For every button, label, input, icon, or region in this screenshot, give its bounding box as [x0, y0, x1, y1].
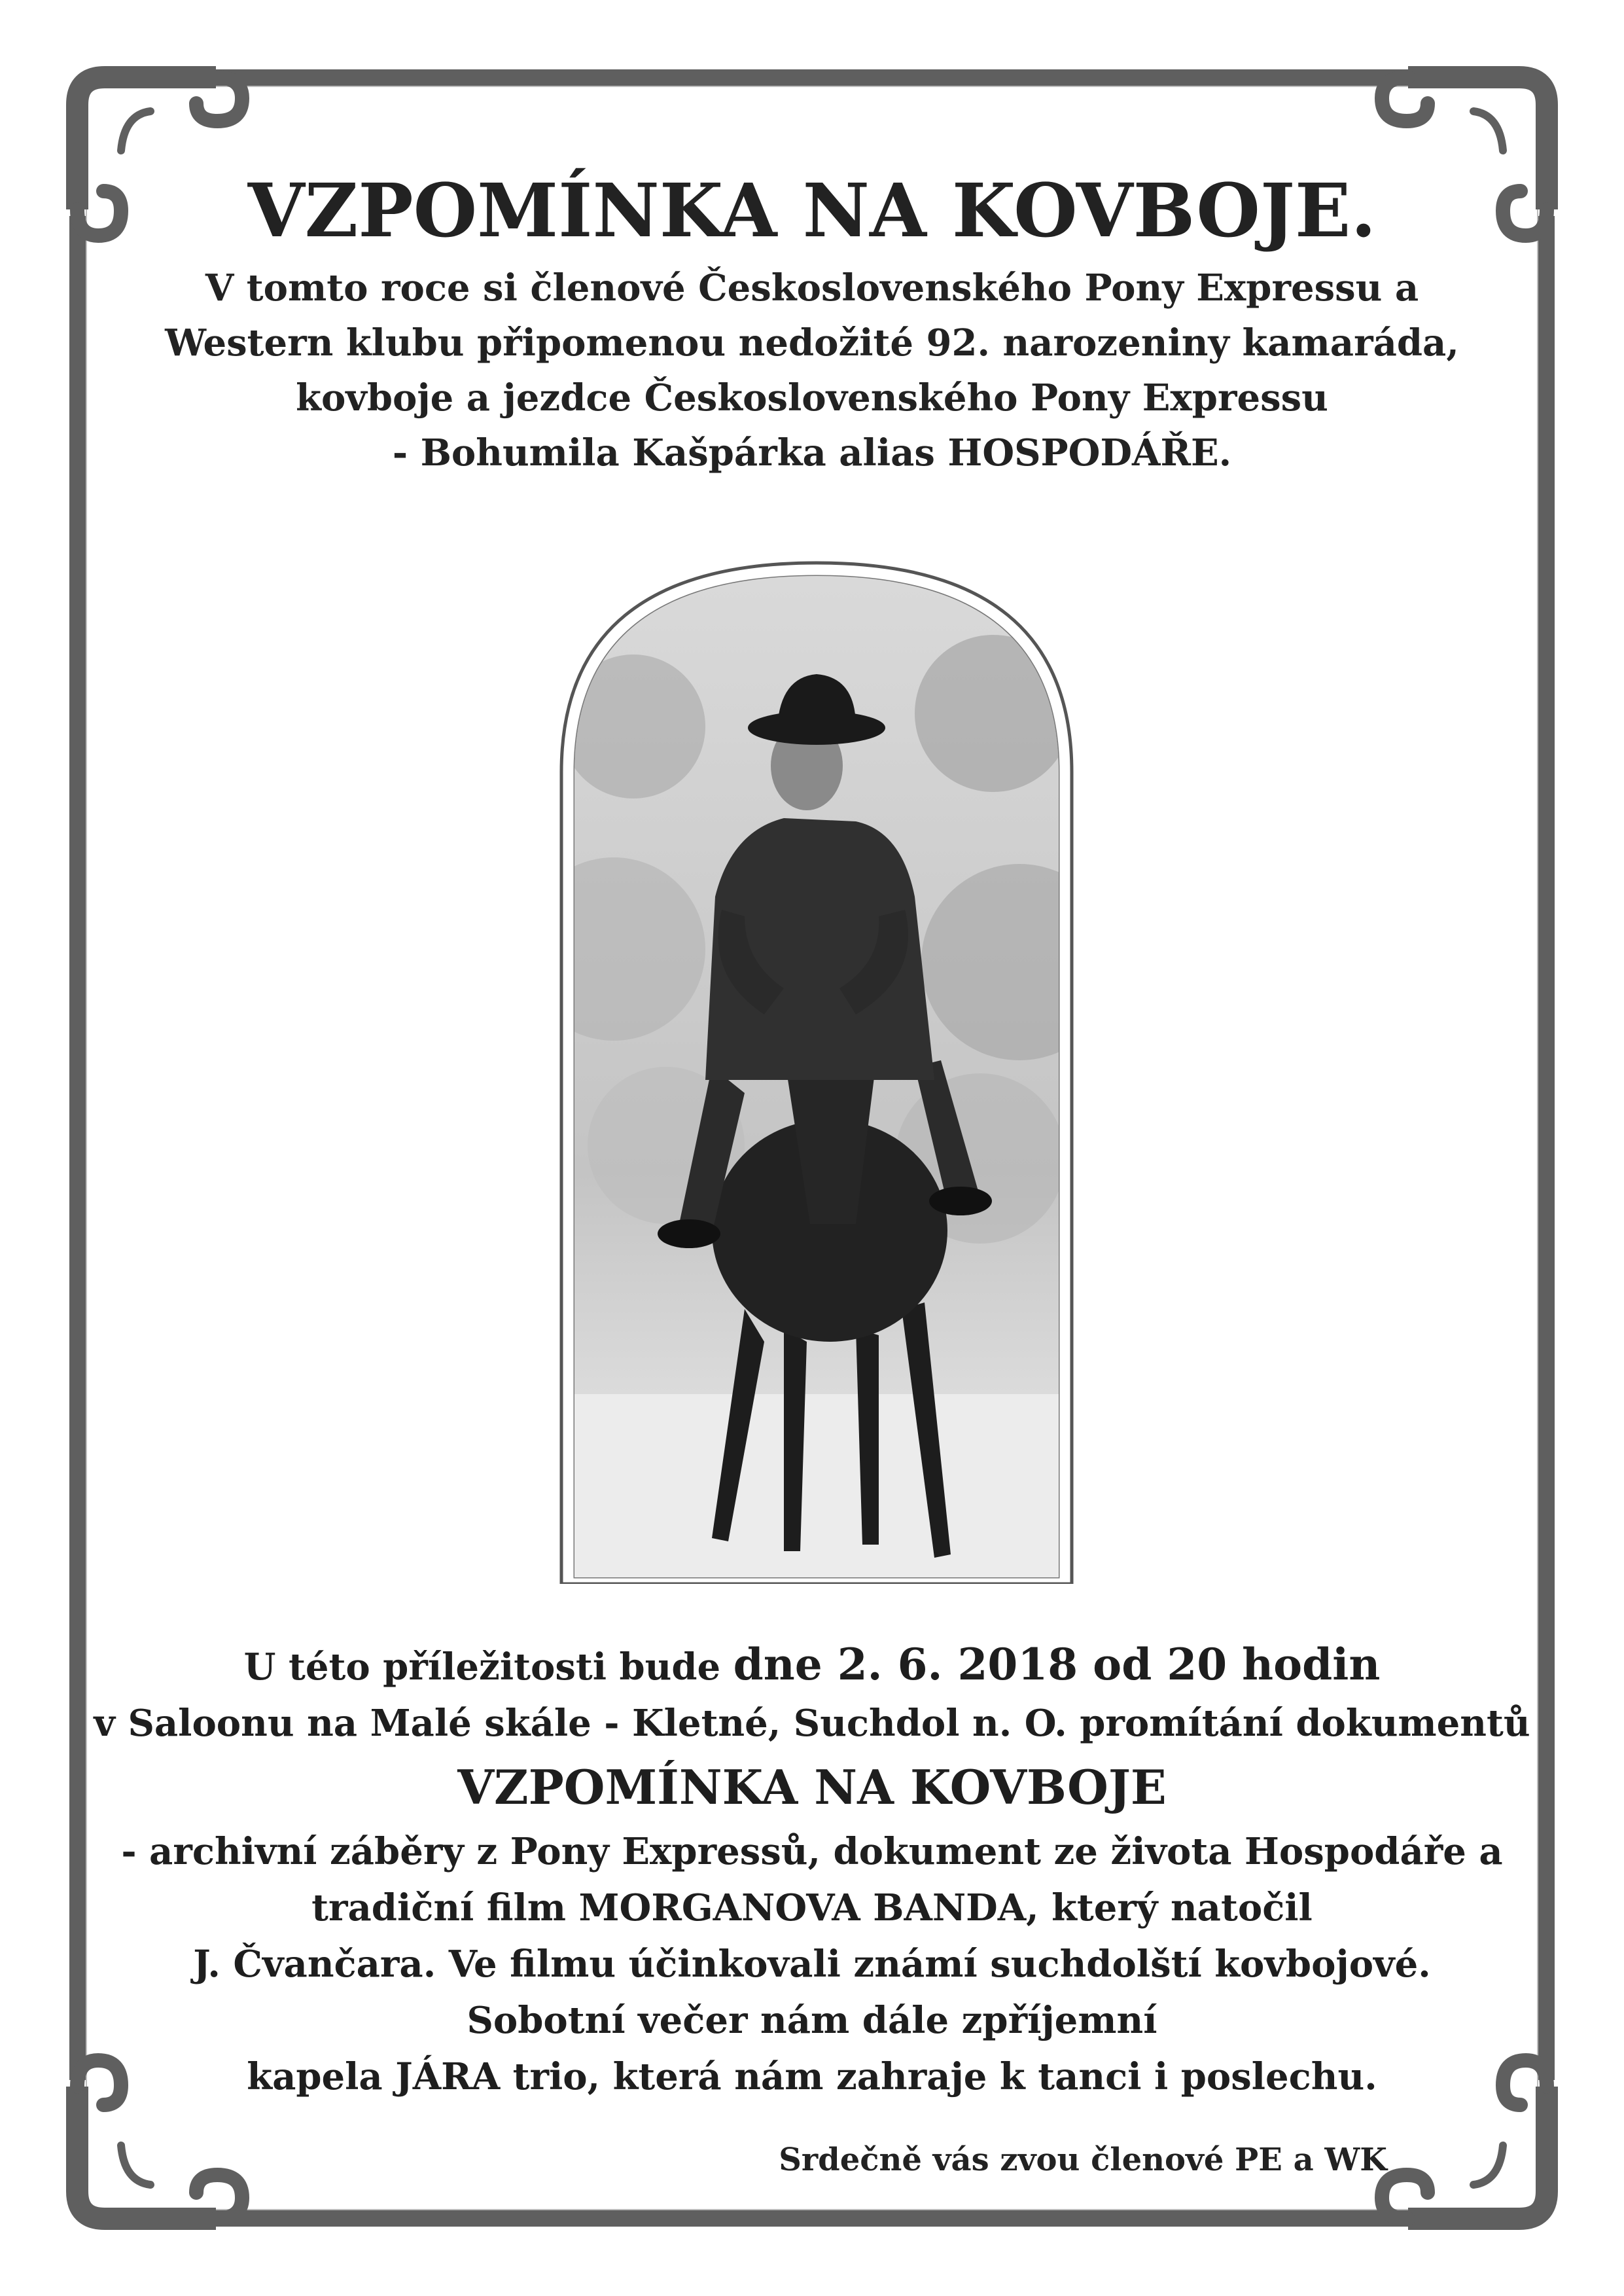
- intro-line: Western klubu připomenou nedožité 92. narozeniny kamaráda,: [165, 321, 1459, 365]
- event-line: J. Čvančara. Ve filmu účinkovali známí suchdolští kovbojové.: [193, 1943, 1431, 1986]
- intro-text: [92, 260, 1532, 480]
- event-line: kapela JÁRA trio, která nám zahraje k tanci i poslechu.: [247, 2055, 1377, 2098]
- event-line: Sobotní večer nám dále zpříjemní: [467, 1999, 1157, 2042]
- cowboy-on-horse-photo: [548, 556, 1085, 1584]
- event-intro: U této příležitosti bude: [243, 1645, 733, 1689]
- signature: Srdečně vás zvou členové PE a WK: [779, 2142, 1387, 2178]
- intro-line: - Bohumila Kašpárka alias HOSPODÁŘE.: [392, 431, 1232, 475]
- event-line: v Saloonu na Malé skále - Kletné, Suchdol n. O. promítání dokumentů: [94, 1702, 1530, 1745]
- film-title: VZPOMÍNKA NA KOVBOJE: [457, 1759, 1167, 1815]
- intro-line: V tomto roce si členové Československého Pony Expressu a: [205, 266, 1419, 310]
- event-line: [92, 1636, 1532, 1695]
- event-date: dne 2. 6. 2018 od 20 hodin: [733, 1639, 1381, 1690]
- page-title: VZPOMÍNKA NA KOVBOJE.: [247, 168, 1377, 254]
- event-line: - archivní záběry z Pony Expressů, dokument ze života Hospodáře a: [121, 1830, 1503, 1873]
- event-line: tradiční film MORGANOVA BANDA, který natočil: [311, 1886, 1313, 1929]
- intro-line: kovboje a jezdce Československého Pony Expressu: [296, 376, 1328, 420]
- event-details: [92, 1636, 1532, 2105]
